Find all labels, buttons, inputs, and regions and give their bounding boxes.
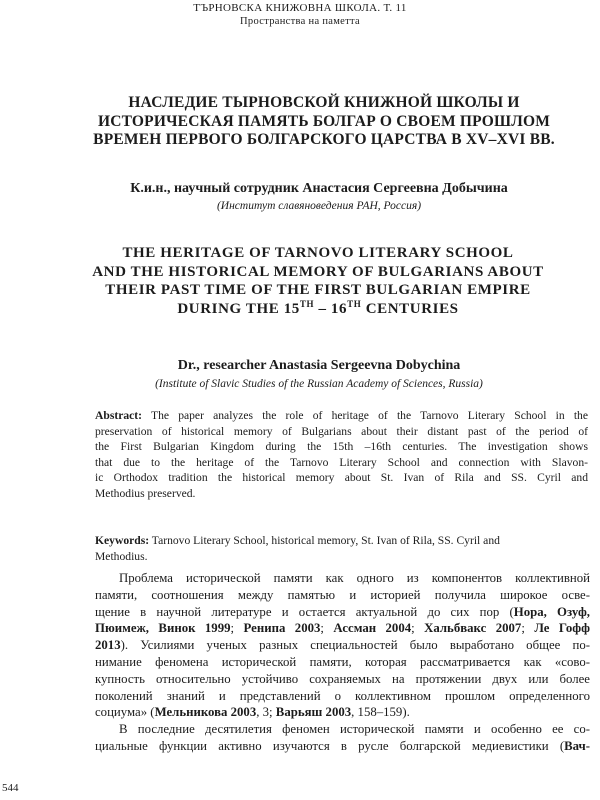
body-line <box>95 620 590 637</box>
title-en-line: THEIR PAST TIME OF THE FIRST BULGARIAN EMPIRE <box>105 282 531 298</box>
abstract-label: Abstract: <box>95 409 143 422</box>
body-line: Проблема исторической памяти как одного из компонентов коллективной <box>119 571 590 585</box>
title-en-superscript: TH <box>299 298 315 309</box>
body-line <box>95 738 590 755</box>
body-line <box>95 637 590 654</box>
title-en-line: THE HERITAGE OF TARNOVO LITERARY SCHOOL <box>122 245 514 261</box>
citation: Вач- <box>564 738 590 753</box>
body-text <box>95 570 590 755</box>
keywords-block <box>95 533 588 564</box>
title-ru-line: ИСТОРИЧЕСКАЯ ПАМЯТЬ БОЛГАР О СВОЕМ ПРОШЛОМ <box>97 112 551 130</box>
title-ru-line: ВРЕМЕН ПЕРВОГО БОЛГАРСКОГО ЦАРСТВА В XV–XVI ВВ. <box>93 131 555 148</box>
abstract-line: preservation of historical memory of Bulgarians about their distant past of the period of <box>95 424 588 438</box>
body-fragment: ). Усилиями ученых разных специальностей было выработано общее по- <box>120 638 590 653</box>
body-line <box>95 604 590 621</box>
body-fragment: циальные функции активно изучаются в русле болгарской медиевистики ( <box>95 738 565 753</box>
citation: Хальбвакс 2007 <box>424 621 522 636</box>
body-fragment: ; <box>411 621 425 636</box>
author-english: Dr., researcher Anastasia Sergeevna Dobychina <box>177 358 461 373</box>
title-en-fragment: CENTURIES <box>361 300 459 317</box>
body-line: поколений знаний и представлений о коллективном прошлом определенного <box>95 688 590 703</box>
abstract-line: that due to the heritage of the Tarnovo Literary School and connection with Slavon- <box>95 455 588 469</box>
citation: 2013 <box>95 638 121 653</box>
abstract-line: the First Bulgarian Kingdom during the 15th –16th centuries. The investigation shows <box>95 440 588 453</box>
body-fragment: ; <box>230 621 244 636</box>
citation: Варьяш 2003 <box>275 705 352 720</box>
body-fragment: , 158–159). <box>351 705 410 720</box>
title-en-last-line <box>48 300 588 319</box>
title-en-fragment: – 16 <box>314 300 348 317</box>
keywords-text: Tarnovo Literary School, historical memory, St. Ivan of Rila, SS. Cyril and <box>149 534 500 547</box>
keywords-label: Keywords: <box>95 534 150 547</box>
article-title-russian <box>60 94 588 150</box>
abstract-text: The paper analyzes the role of heritage of the Tarnovo Literary School in the <box>142 409 588 422</box>
body-fragment: щение в научной литературе и остается актуальной до сих пор ( <box>95 604 514 619</box>
body-line <box>95 704 590 721</box>
citation: Мельникова 2003 <box>154 705 257 720</box>
abstract-line <box>95 408 588 424</box>
citation: Нора, Озуф, <box>513 604 591 619</box>
journal-section-title: Пространства на паметта <box>240 16 360 27</box>
citation: Пюимеж, Винок 1999 <box>95 621 231 636</box>
citation: Ренипа 2003 <box>243 621 321 636</box>
body-line: памяти, соотношения между памятью и историей получила широкое осве- <box>95 587 590 602</box>
keywords-line: Methodius. <box>95 549 148 563</box>
title-ru-line: НАСЛЕДИЕ ТЫРНОВСКОЙ КНИЖНОЙ ШКОЛЫ И <box>128 94 520 111</box>
citation: Ле Гофф <box>534 621 591 636</box>
title-en-line: AND THE HISTORICAL MEMORY OF BULGARIANS ABOUT <box>92 263 544 280</box>
abstract-block <box>95 408 588 501</box>
abstract-line: ic Orthodox tradition the historical memory about St. Ivan of Rila and SS. Cyril and <box>95 471 588 484</box>
body-fragment: ; <box>320 621 334 636</box>
body-line: В последние десятилетия феномен исторической памяти и особенно ее со- <box>119 722 590 737</box>
body-fragment: , 3; <box>256 705 276 720</box>
running-header <box>0 2 600 28</box>
affiliation-english: (Institute of Slavic Studies of the Russian Academy of Sciences, Russia) <box>155 378 483 390</box>
affiliation-russian: (Институт славяноведения РАН, Россия) <box>216 200 422 212</box>
body-fragment: ; <box>521 621 535 636</box>
author-russian: К.и.н., научный сотрудник Анастасия Сергеевна Добычина <box>130 181 508 196</box>
citation: Ассман 2004 <box>333 621 412 636</box>
abstract-line: Methodius preserved. <box>95 486 196 500</box>
journal-series-title: ТЪРНОВСКА КНИЖОВНА ШКОЛА. Т. 11 <box>193 2 407 14</box>
article-title-english <box>48 244 588 318</box>
title-en-fragment: DURING THE 15 <box>177 300 300 317</box>
page-number: 544 <box>2 782 19 794</box>
body-line: нимание феномена исторической памяти, которая рассматривается как «сово- <box>95 654 590 669</box>
body-fragment: социума» ( <box>95 705 155 720</box>
keywords-line <box>95 533 588 549</box>
title-en-superscript: TH <box>347 298 362 309</box>
body-line: купность относительно устойчиво сохраняемых на протяжении двух или более <box>95 671 590 686</box>
